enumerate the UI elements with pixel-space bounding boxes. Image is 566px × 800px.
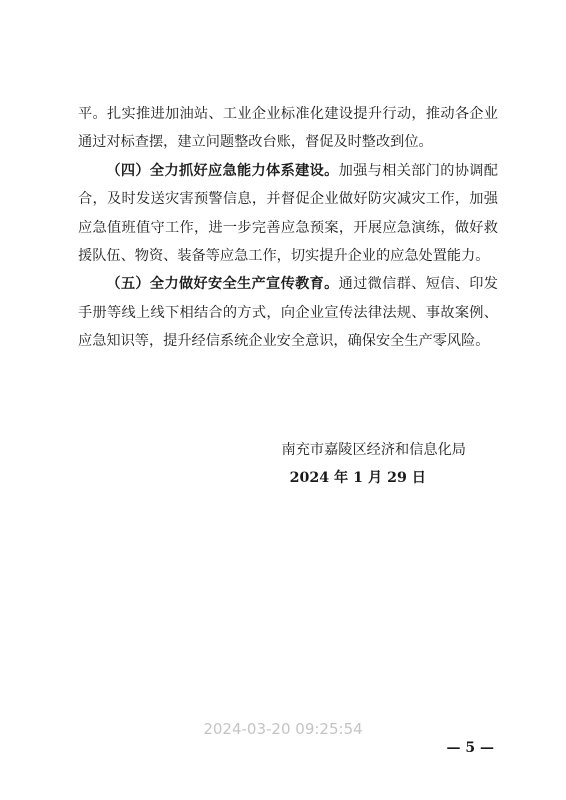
signature-date: 2024 年 1 月 29 日 xyxy=(289,470,426,486)
paragraph-text: 平。扎实推进加油站、工业企业标准化建设提升行动，推动各企业通过对标查摆，建立问题整改台账，督促及时整改到位。 xyxy=(78,106,498,151)
page-number: — 5 — xyxy=(446,740,494,756)
document-body xyxy=(78,100,498,356)
section-heading-five: （五）全力做好安全生产宣传教育。 xyxy=(106,276,339,293)
paragraph-text: 通过微信群、短信、印发手册等线上线下相结合的方式，向企业宣传法律法规、事故案例、应急知识等，提升经信系统企业安全意识，确保安全生产零风险。 xyxy=(78,276,498,350)
paragraph-safety-education xyxy=(78,270,498,355)
signature-organization: 南充市嘉陵区经济和信息化局 xyxy=(281,442,466,458)
watermark-timestamp: 2024-03-20 09:25:54 xyxy=(203,720,363,738)
paragraph-emergency-capacity xyxy=(78,157,498,271)
section-heading-four: （四）全力抓好应急能力体系建设。 xyxy=(106,162,339,179)
paragraph-text: 加强与相关部门的协调配合，及时发送灾害预警信息，并督促企业做好防灾减灾工作，加强应急值班值守工作，进一步完善应急预案，开展应急演练，做好救援队伍、物资、装备等应急工作，切实提升企业的应急处置能力。 xyxy=(78,162,498,265)
paragraph-continuation xyxy=(78,100,498,157)
